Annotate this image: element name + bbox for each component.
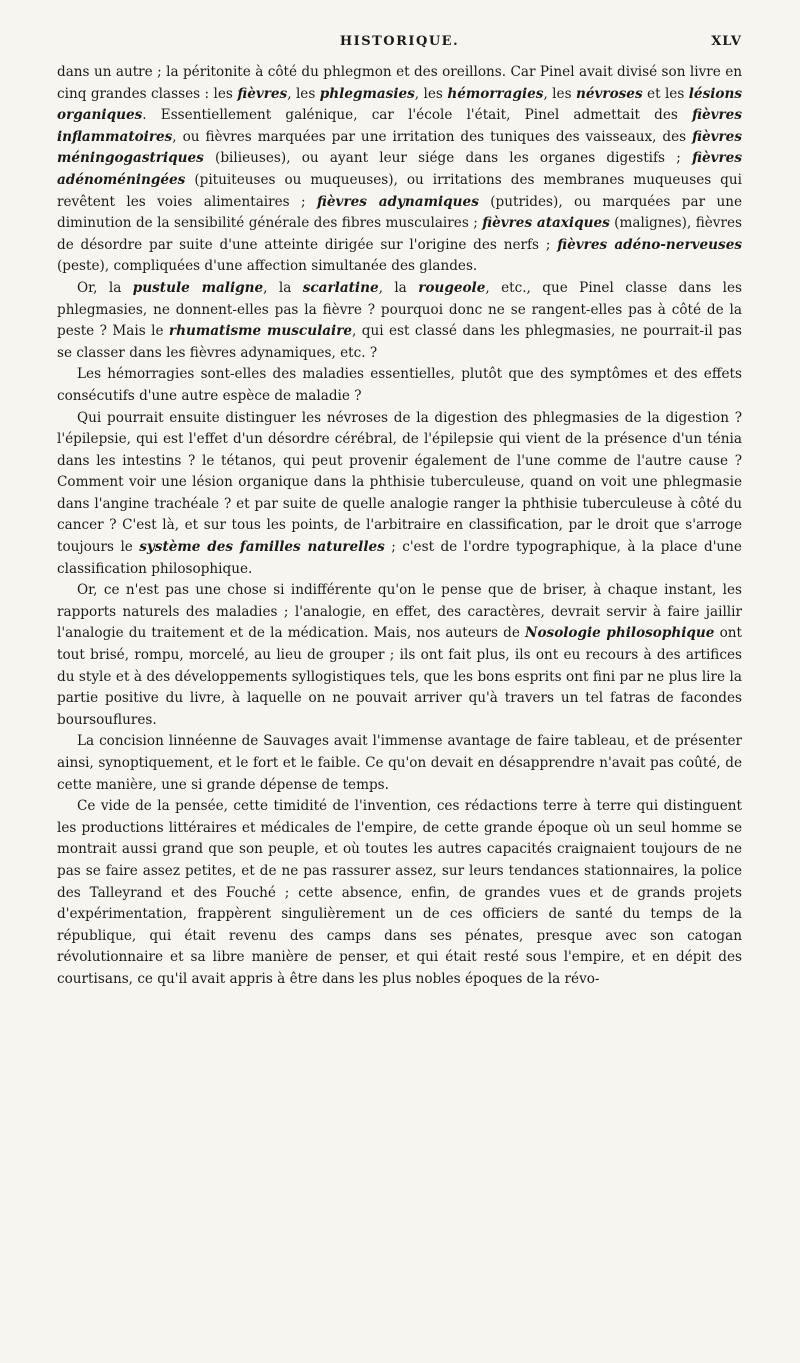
body-text [57, 62, 742, 991]
text-run: Qui pourrait ensuite distinguer les névroses de la digestion des phlegmasies de la digestion ? l'épilepsie, qui est l'effet d'un désordre cérébral, de l'épilepsie qui vient de la présence d'un ténia dans les intestins ? le tétanos, qui peut provenir également de l'une comme de l'autre cause ? Comment voir une lésion organique dans la phthisie tuberculeuse, quand on voit une phlegmasie dans l'angine trachéale ? et par suite de quelle analogie ranger la phthisie tuberculeuse à côté du cancer ? C'est là, et sur tous les points, de l'arbitraire en classification, par le droit que s'arroge toujours le [57, 409, 742, 556]
text-run: , les [414, 85, 448, 102]
text-run: Les hémorragies sont-elles des maladies essentielles, plutôt que des symptômes et des effets consécutifs d'une autre espèce de maladie ? [57, 366, 742, 404]
italic-term: hémorragies [447, 85, 544, 102]
paragraph [57, 364, 742, 407]
text-run: (peste), compliquées d'une affection simultanée des glandes. [57, 258, 478, 275]
text-run: . Essentiellement galénique, car l'école l'était, Pinel admettait des [142, 107, 693, 124]
text-run: , les [287, 85, 320, 102]
italic-term: rhumatisme musculaire [168, 323, 353, 340]
paragraph [57, 731, 742, 796]
page-number: XLV [711, 34, 742, 49]
paragraph [57, 580, 742, 731]
paragraph [57, 62, 742, 278]
text-run: , qui est classé dans les phlegmasies, ne pourrait-il pas se classer dans les fièvres adynamiques, etc. ? [57, 323, 742, 361]
italic-term: système des familles naturelles [139, 539, 385, 556]
italic-term: fièvres adéno-nerveuses [557, 236, 742, 253]
paragraph [57, 796, 742, 990]
running-head [57, 34, 742, 56]
italic-term: névroses [575, 85, 643, 102]
text-run: ont tout brisé, rompu, morcelé, au lieu de grouper ; ils ont fait plus, ils ont eu recours à des artifices du style et à des développements syllogistiques tels, que les bons esprits ont fini par ne plus lire la partie positive du livre, à laquelle on ne pouvait arriver qu'à travers un tel fatras de facondes boursouflures. [57, 625, 742, 728]
text-run: (putrides), ou marquées par une diminution de la sensibilité générale des fibres musculaires ; [57, 193, 742, 232]
italic-term: fièvres méningogastriques [57, 128, 742, 167]
text-run: , la [263, 279, 303, 296]
italic-term: Nosologie philosophique [525, 625, 715, 642]
text-run: , etc., que Pinel classe dans les phlegmasies, ne donnent-elles pas la fièvre ? pourquoi donc ne se rangent-elles pas à côté de la peste ? Mais le [57, 279, 743, 340]
text-run: Or, la [77, 279, 133, 296]
text-run: , les [543, 85, 576, 102]
text-run: , la [378, 279, 419, 296]
italic-term: pustule maligne [132, 279, 264, 296]
running-title: HISTORIQUE. [339, 34, 460, 49]
italic-term: fièvres adénoméningées [57, 150, 742, 188]
text-run: ; c'est de l'ordre typographique, à la place d'une classification philosophique. [57, 539, 742, 577]
italic-term: lésions organiques [57, 85, 742, 124]
text-run: (pituiteuses ou muqueuses), ou irritations des membranes muqueuses qui revêtent les voies alimentaires ; [57, 171, 742, 210]
paragraph [57, 408, 742, 581]
text-run: , ou fièvres marquées par une irritation des tuniques des vaisseaux, des [172, 128, 693, 145]
italic-term: fièvres [237, 85, 288, 102]
italic-term: scarlatine [302, 279, 379, 296]
italic-term: fièvres inflammatoires [57, 107, 742, 145]
text-run: La concision linnéenne de Sauvages avait l'immense avantage de faire tableau, et de présenter ainsi, synoptiquement, et le fort et le faible. Ce qu'on devait en désapprendre n'avait pas coûté, de cette manière, une si grande dépense de temps. [57, 733, 742, 793]
italic-term: fièvres ataxiques [482, 215, 610, 232]
text-run: Ce vide de la pensée, cette timidité de l'invention, ces rédactions terre à terre qui distinguent les productions littéraires et médicales de l'empire, de cette grande époque où un seul homme se montrait aussi grand que son peuple, et où toutes les autres capacités craignaient toujours de ne pas se faire assez petites, et de ne pas rassurer assez, sur leurs tendances stationnaires, la police des Talleyrand et des Fouché ; cette absence, enfin, de grandes vues et de grands projets d'expérimentation, frappèrent singulièrement un de ces officiers de santé du temps de la république, qui était revenu des camps dans ses pénates, presque avec son catogan révolutionnaire et sa libre manière de penser, et qui était resté sous l'empire, et en dépit des courtisans, ce qu'il avait appris à être dans les plus nobles époques de la révo- [57, 798, 742, 987]
italic-term: rougeole [418, 279, 486, 296]
text-run: (bilieuses), ou ayant leur siége dans les organes digestifs ; [203, 150, 693, 167]
italic-term: phlegmasies [319, 85, 415, 102]
text-run: dans un autre ; la péritonite à côté du phlegmon et des oreillons. Car Pinel avait divisé son livre en cinq grandes classes : les [57, 64, 742, 102]
text-run: (malignes), fièvres de désordre par suite d'une atteinte dirigée sur l'origine des nerfs ; [57, 215, 742, 253]
paragraph [57, 278, 742, 364]
italic-term: fièvres adynamiques [317, 193, 479, 210]
text-run: Or, ce n'est pas une chose si indifférente qu'on le pense que de briser, à chaque instant, les rapports naturels des maladies ; l'analogie, en effet, des caractères, devrait servir à faire jaillir l'analogie du traitement et de la médication. Mais, nos auteurs de [57, 582, 742, 642]
text-run: et les [642, 85, 689, 102]
